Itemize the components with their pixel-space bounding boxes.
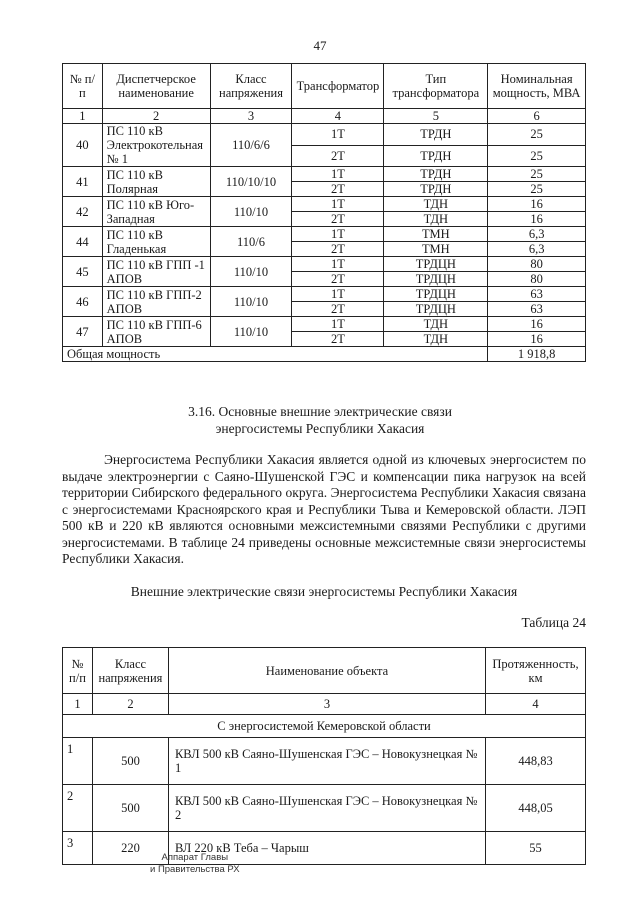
section-title-line2: энергосистемы Республики Хакасия xyxy=(215,421,425,436)
table2-caption: Внешние электрические связи энергосистемы Республики Хакасия xyxy=(130,584,518,599)
t2-colnum: 1 xyxy=(63,694,93,715)
transformer-id: 1Т xyxy=(292,317,384,332)
section-title-line1: 3.16. Основные внешние электрические связи xyxy=(188,404,452,419)
t1-colnum: 2 xyxy=(102,109,210,124)
t1-header-transformer: Трансформатор xyxy=(292,64,384,109)
t1-colnum: 5 xyxy=(384,109,488,124)
substation-num: 47 xyxy=(63,317,103,347)
transformer-id: 1Т xyxy=(292,287,384,302)
substation-voltage: 110/10/10 xyxy=(210,167,292,197)
transformer-type: ТРДЦН xyxy=(384,272,488,287)
office-stamp xyxy=(150,852,240,876)
transformer-type: ТРДЦН xyxy=(384,257,488,272)
transformer-type: ТМН xyxy=(384,242,488,257)
substation-num: 40 xyxy=(63,124,103,167)
transformer-type: ТМН xyxy=(384,227,488,242)
t2-group-row xyxy=(63,715,586,738)
t2-header-voltage: Класс напряжения xyxy=(92,648,168,694)
transformer-id: 1Т xyxy=(292,124,384,146)
link-num: 2 xyxy=(63,785,93,832)
link-name: КВЛ 500 кВ Саяно-Шушенская ГЭС – Новокузнецкая № 1 xyxy=(168,738,485,785)
t2-colnum: 2 xyxy=(92,694,168,715)
section-title xyxy=(0,403,640,437)
transformer-power: 25 xyxy=(488,167,586,182)
transformer-id: 1Т xyxy=(292,167,384,182)
substation-name: ПС 110 кВ Полярная xyxy=(102,167,210,197)
substation-num: 42 xyxy=(63,197,103,227)
transformer-row xyxy=(63,227,586,242)
table2-label: Таблица 24 xyxy=(521,615,586,630)
transformer-type: ТДН xyxy=(384,197,488,212)
link-row xyxy=(63,785,586,832)
t2-group-label: С энергосистемой Кемеровской области xyxy=(63,715,586,738)
transformer-row xyxy=(63,124,586,146)
link-voltage: 220 xyxy=(92,832,168,865)
transformer-type: ТРДН xyxy=(384,145,488,167)
t1-total-label: Общая мощность xyxy=(63,347,488,362)
transformer-power: 80 xyxy=(488,257,586,272)
substation-name: ПС 110 кВ ГПП-6 АПОВ xyxy=(102,317,210,347)
transformer-table xyxy=(62,63,586,362)
transformer-id: 1Т xyxy=(292,227,384,242)
link-row xyxy=(63,738,586,785)
transformer-power: 6,3 xyxy=(488,227,586,242)
link-name: ВЛ 220 кВ Теба – Чарыш xyxy=(168,832,485,865)
transformer-power: 16 xyxy=(488,332,586,347)
substation-num: 44 xyxy=(63,227,103,257)
substation-name: ПС 110 кВ Юго-Западная xyxy=(102,197,210,227)
transformer-id: 2Т xyxy=(292,272,384,287)
t2-colnum: 3 xyxy=(168,694,485,715)
link-length: 55 xyxy=(486,832,586,865)
substation-voltage: 110/10 xyxy=(210,257,292,287)
t1-colnum: 6 xyxy=(488,109,586,124)
transformer-type: ТДН xyxy=(384,212,488,227)
transformer-id: 2Т xyxy=(292,242,384,257)
link-row xyxy=(63,832,586,865)
substation-name: ПС 110 кВ Гладенькая xyxy=(102,227,210,257)
t1-total-value: 1 918,8 xyxy=(488,347,586,362)
transformer-power: 63 xyxy=(488,287,586,302)
page-number: 47 xyxy=(313,38,327,53)
t1-total-row xyxy=(63,347,586,362)
t1-header-voltage: Класс напряжения xyxy=(210,64,292,109)
substation-num: 45 xyxy=(63,257,103,287)
transformer-power: 25 xyxy=(488,145,586,167)
transformer-id: 2Т xyxy=(292,182,384,197)
transformer-type: ТРДН xyxy=(384,124,488,146)
transformer-type: ТДН xyxy=(384,317,488,332)
t2-header-num: № п/п xyxy=(63,648,93,694)
transformer-id: 1Т xyxy=(292,197,384,212)
transformer-row xyxy=(63,257,586,272)
link-num: 1 xyxy=(63,738,93,785)
link-length: 448,05 xyxy=(486,785,586,832)
transformer-id: 2Т xyxy=(292,302,384,317)
transformer-row xyxy=(63,197,586,212)
link-voltage: 500 xyxy=(92,785,168,832)
transformer-power: 6,3 xyxy=(488,242,586,257)
link-length: 448,83 xyxy=(486,738,586,785)
transformer-type: ТДН xyxy=(384,332,488,347)
transformer-row xyxy=(63,287,586,302)
substation-voltage: 110/10 xyxy=(210,287,292,317)
stamp-line2: и Правительства РХ xyxy=(150,864,240,875)
substation-voltage: 110/6 xyxy=(210,227,292,257)
t2-header-length: Протяженность, км xyxy=(486,648,586,694)
substation-num: 46 xyxy=(63,287,103,317)
transformer-type: ТРДН xyxy=(384,167,488,182)
t1-header-power: Номинальная мощность, МВА xyxy=(488,64,586,109)
transformer-row xyxy=(63,167,586,182)
link-name: КВЛ 500 кВ Саяно-Шушенская ГЭС – Новокузнецкая № 2 xyxy=(168,785,485,832)
t1-header-type: Тип трансформатора xyxy=(384,64,488,109)
transformer-id: 2Т xyxy=(292,145,384,167)
substation-voltage: 110/6/6 xyxy=(210,124,292,167)
t1-header-num: № п/п xyxy=(63,64,103,109)
transformer-power: 63 xyxy=(488,302,586,317)
substation-voltage: 110/10 xyxy=(210,317,292,347)
substation-name: ПС 110 кВ ГПП -1 АПОВ xyxy=(102,257,210,287)
substation-name: ПС 110 кВ ГПП-2 АПОВ xyxy=(102,287,210,317)
transformer-power: 16 xyxy=(488,212,586,227)
t1-header-name: Диспетчерское наименование xyxy=(102,64,210,109)
transformer-type: ТРДН xyxy=(384,182,488,197)
transformer-power: 80 xyxy=(488,272,586,287)
section-paragraph: Энергосистема Республики Хакасия является одной из ключевых энергосистем по выдаче электроэнергии с Саяно-Шушенской ГЭС и компенсации пика нагрузок на всей территории Сибирского федерального округа. Энергосистема Республики Хакасия связана с энергосистемами Красноярского края и Республики Тыва и Кемеровской области. ЛЭП 500 кВ и 220 кВ являются основными межсистемными связями Республики с другими энергосистемами. В таблице 24 приведены основные межсистемные связи энергосистемы Республики Хакасия. xyxy=(62,452,586,566)
transformer-power: 25 xyxy=(488,182,586,197)
transformer-power: 16 xyxy=(488,197,586,212)
transformer-type: ТРДЦН xyxy=(384,302,488,317)
transformer-power: 16 xyxy=(488,317,586,332)
substation-name: ПС 110 кВ Электрокотельная № 1 xyxy=(102,124,210,167)
t2-colnum: 4 xyxy=(486,694,586,715)
t1-colnum: 4 xyxy=(292,109,384,124)
substation-voltage: 110/10 xyxy=(210,197,292,227)
substation-num: 41 xyxy=(63,167,103,197)
stamp-line1: Аппарат Главы xyxy=(161,852,229,863)
transformer-row xyxy=(63,317,586,332)
external-links-table xyxy=(62,647,586,865)
transformer-id: 2Т xyxy=(292,212,384,227)
t1-colnum: 1 xyxy=(63,109,103,124)
t2-header-object: Наименование объекта xyxy=(168,648,485,694)
transformer-power: 25 xyxy=(488,124,586,146)
link-voltage: 500 xyxy=(92,738,168,785)
transformer-id: 1Т xyxy=(292,257,384,272)
transformer-id: 2Т xyxy=(292,332,384,347)
link-num: 3 xyxy=(63,832,93,865)
transformer-type: ТРДЦН xyxy=(384,287,488,302)
t1-colnum: 3 xyxy=(210,109,292,124)
